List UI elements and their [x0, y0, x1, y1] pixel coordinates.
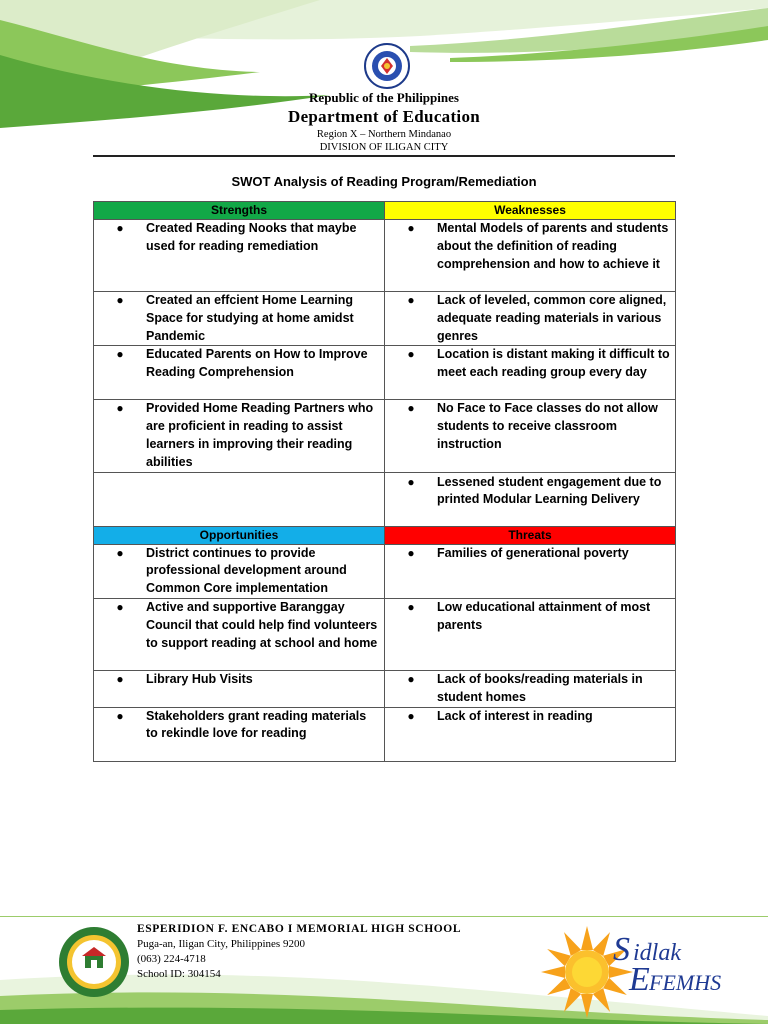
footer-divider	[0, 916, 768, 917]
footer-school-info	[137, 922, 461, 982]
weakness-item: ● Location is distant making it difficult to meet each reading group every day	[385, 346, 675, 382]
school-name: ESPERIDION F. ENCABO I MEMORIAL HIGH SCHOOL	[137, 923, 462, 935]
bullet-icon: ●	[116, 401, 124, 416]
bullet-icon: ●	[407, 401, 415, 416]
weaknesses-header: Weaknesses	[385, 202, 676, 220]
school-phone: (063) 224-4718	[137, 953, 206, 965]
bullet-icon: ●	[116, 599, 124, 614]
division-label: DIVISION OF ILIGAN CITY	[319, 142, 449, 153]
header-divider	[93, 155, 675, 157]
threat-item: ● Families of generational poverty	[385, 545, 675, 563]
bullet-icon: ●	[116, 708, 124, 723]
strength-item: ● Created Reading Nooks that maybe used for reading remediation	[94, 220, 384, 256]
brand-word-2: FEMHS	[649, 970, 722, 995]
weakness-item: ● Lack of leveled, common core aligned, adequate reading materials in various genres	[385, 292, 675, 345]
school-address: Puga-an, Iligan City, Philippines 9200	[137, 938, 305, 950]
region-label: Region X – Northern Mindanao	[316, 129, 452, 140]
threats-header: Threats	[385, 526, 676, 544]
bullet-icon: ●	[116, 221, 124, 235]
opportunity-item: ● Active and supportive Baranggay Council that could help find volunteers to support reading at school and home	[94, 599, 384, 652]
deped-seal-logo	[355, 42, 419, 90]
table-row	[94, 670, 676, 707]
strength-item: ● Educated Parents on How to Improve Reading Comprehension	[94, 346, 384, 382]
threat-item: ● Low educational attainment of most parents	[385, 599, 675, 635]
table-row	[94, 598, 676, 670]
strength-item: ● Created an effcient Home Learning Space for studying at home amidst Pandemic	[94, 292, 384, 345]
republic-label: Republic of the Philippines	[309, 90, 459, 105]
opportunity-item: ● Library Hub Visits	[94, 671, 384, 689]
table-row	[94, 400, 676, 472]
bullet-icon: ●	[407, 221, 415, 235]
header-text-block	[0, 90, 768, 154]
opportunities-header: Opportunities	[94, 526, 385, 544]
strength-item: ● Provided Home Reading Partners who are proficient in reading to assist learners in improving their reading abilities	[94, 400, 384, 471]
brand-word-1: idlak	[633, 940, 681, 966]
strengths-header: Strengths	[94, 202, 385, 220]
bullet-icon: ●	[407, 545, 415, 560]
bullet-icon: ●	[116, 545, 124, 560]
department-title: Department of Education	[288, 107, 480, 126]
table-row	[94, 707, 676, 761]
brand-initial-s: S	[613, 931, 630, 968]
table-row	[94, 472, 676, 526]
threat-item: ● Lack of interest in reading	[385, 708, 675, 726]
bullet-icon: ●	[407, 347, 415, 362]
sidlak-efemhs-logo	[525, 920, 765, 1020]
weakness-item: ● No Face to Face classes do not allow students to receive classroom instruction	[385, 400, 675, 453]
opportunity-item: ● District continues to provide professional development around Common Core implementation	[94, 545, 384, 598]
opportunity-item: ● Stakeholders grant reading materials to rekindle love for reading	[94, 708, 384, 744]
weakness-item: ● Lessened student engagement due to printed Modular Learning Delivery	[385, 473, 675, 510]
document-title: SWOT Analysis of Reading Program/Remediation	[231, 174, 537, 189]
school-seal-logo	[58, 926, 130, 998]
brand-initial-e: E	[629, 961, 650, 998]
bullet-icon: ●	[116, 293, 124, 307]
bullet-icon: ●	[116, 671, 124, 686]
bullet-icon: ●	[407, 599, 415, 614]
swot-header-row	[94, 526, 676, 544]
bullet-icon: ●	[407, 708, 415, 723]
bullet-icon: ●	[407, 671, 415, 686]
bullet-icon: ●	[407, 293, 415, 307]
threat-item: ● Lack of books/reading materials in student homes	[385, 671, 675, 707]
weakness-item: ● Mental Models of parents and students about the definition of reading comprehension and how to achieve it	[385, 220, 675, 273]
table-row	[94, 346, 676, 400]
swot-header-row	[94, 202, 676, 220]
table-row	[94, 292, 676, 346]
bullet-icon: ●	[407, 474, 415, 489]
school-id: School ID: 304154	[137, 968, 221, 980]
bullet-icon: ●	[116, 347, 124, 362]
table-row	[94, 544, 676, 598]
swot-table	[93, 201, 676, 762]
table-row	[94, 220, 676, 292]
